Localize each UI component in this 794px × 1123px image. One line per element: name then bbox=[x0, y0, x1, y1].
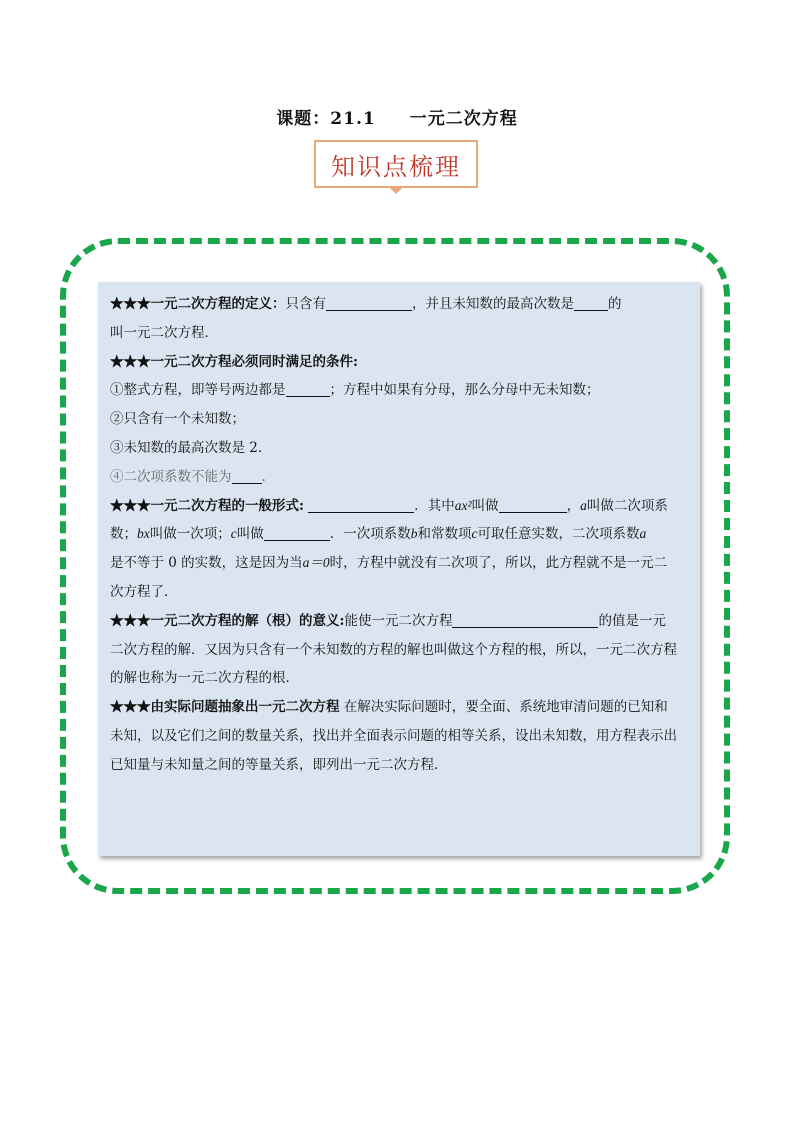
fill-blank bbox=[286, 380, 330, 397]
text: 未知，以及它们之间的数量关系，找出并全面表示问题的相等关系，设出未知数，用方程表示出 bbox=[110, 727, 677, 744]
conditions-heading: ★★★一元二次方程必须同时满足的条件: bbox=[110, 353, 358, 370]
modeling-paragraph bbox=[110, 693, 690, 779]
text: 二次方程的解．又因为只含有一个未知数的方程的解也叫做这个方程的根，所以，一元二次方程 bbox=[110, 641, 677, 658]
text: 次方程了． bbox=[110, 583, 178, 600]
title-name: 一元二次方程 bbox=[409, 109, 518, 129]
definition-text: 叫一元二次方程． bbox=[110, 324, 218, 341]
math-term: c bbox=[230, 526, 237, 542]
math-term: bx bbox=[137, 526, 150, 542]
condition-item: ②只含有一个未知数； bbox=[110, 411, 245, 428]
text: 时，方程中就没有二次项了，所以，此方程就不是一元二 bbox=[329, 555, 668, 572]
text: ．其中 bbox=[414, 497, 455, 514]
text: 叫做 bbox=[236, 526, 264, 543]
definition-text: 只含有 bbox=[285, 296, 326, 312]
definition-paragraph bbox=[110, 290, 690, 348]
text: 叫做 bbox=[471, 497, 499, 514]
math-term: a bbox=[639, 526, 647, 542]
solution-paragraph bbox=[110, 607, 690, 693]
math-term: b bbox=[410, 526, 418, 542]
text: 的值是一元 bbox=[598, 612, 666, 629]
page-title bbox=[0, 104, 794, 129]
fill-blank bbox=[499, 496, 567, 513]
text: 是不等于 0 的实数，这是因为当 bbox=[110, 555, 303, 572]
general-form-paragraph bbox=[110, 492, 690, 607]
fill-blank bbox=[264, 524, 330, 541]
modeling-heading: ★★★由实际问题抽象出一元二次方程 bbox=[110, 699, 340, 716]
condition-item: ③未知数的最高次数是 2． bbox=[110, 439, 272, 456]
general-form-heading: ★★★一元二次方程的一般形式: bbox=[110, 497, 304, 514]
fill-blank bbox=[308, 496, 414, 513]
text: 已知量与未知量之间的等量关系，即列出一元二次方程． bbox=[110, 756, 448, 773]
text: 叫做二次项系 bbox=[586, 497, 668, 514]
math-term: c bbox=[471, 526, 478, 542]
definition-heading: 一元二次方程的定义： bbox=[150, 296, 286, 312]
fill-blank bbox=[232, 467, 262, 484]
badge-label: 知识点梳理 bbox=[314, 140, 478, 188]
definition-text: ，并且未知数的最高次数是 bbox=[412, 296, 574, 312]
text: 数； bbox=[110, 526, 137, 543]
text: ．一次项系数 bbox=[329, 526, 411, 543]
stars: ★★★ bbox=[110, 296, 151, 312]
solution-heading: ★★★一元二次方程的解（根）的意义: bbox=[110, 612, 345, 629]
condition-text: . bbox=[261, 468, 266, 485]
definition-text: 的 bbox=[608, 296, 622, 312]
section-badge bbox=[314, 140, 482, 198]
title-prefix: 课题：21.1 bbox=[276, 109, 376, 129]
text: 叫做一次项； bbox=[149, 526, 231, 543]
fill-blank bbox=[574, 294, 608, 311]
condition-item bbox=[110, 376, 690, 405]
text: ， bbox=[566, 497, 581, 514]
math-term: a bbox=[580, 497, 587, 513]
math-term: ax² bbox=[454, 497, 472, 513]
condition-text: ；方程中如果有分母，那么分母中无未知数； bbox=[329, 382, 600, 399]
text: 和常数项 bbox=[417, 526, 472, 543]
text: 的解也称为一元二次方程的根． bbox=[110, 670, 299, 687]
fill-blank bbox=[326, 294, 412, 311]
text: 能使一元二次方程 bbox=[344, 612, 453, 629]
condition-item bbox=[110, 463, 690, 492]
badge-pointer bbox=[388, 186, 404, 194]
fill-blank bbox=[452, 611, 598, 628]
math-term: a＝0 bbox=[302, 555, 330, 571]
condition-text: ①整式方程，即等号两边都是 bbox=[110, 382, 286, 399]
condition-text: ④二次项系数不能为 bbox=[110, 468, 232, 485]
knowledge-box bbox=[98, 282, 700, 856]
text: 在解决实际问题时，要全面、系统地审清问题的已知和 bbox=[339, 699, 668, 716]
text: 可取任意实数，二次项系数 bbox=[477, 526, 640, 543]
